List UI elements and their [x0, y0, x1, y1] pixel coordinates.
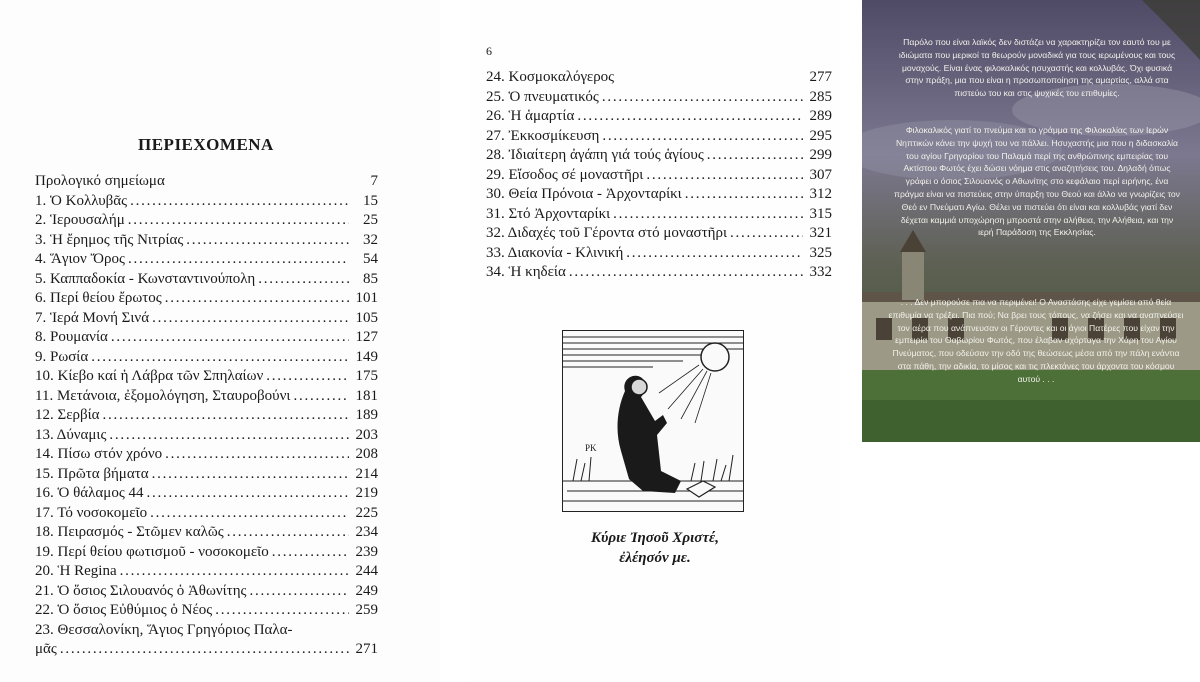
toc-entry: [486, 225, 832, 245]
toc-entry-title: 7. Ἱερά Μονή Σινά: [35, 309, 150, 326]
toc-entry-page: 225: [355, 504, 378, 521]
toc-leader-dots: [91, 349, 349, 366]
toc-entry-page: 321: [809, 225, 832, 241]
toc-entry-title: 5. Καππαδοκία - Κωνσταντινούπολη: [35, 270, 256, 287]
toc-entry-page: 332: [809, 264, 832, 280]
toc-entry: [486, 89, 832, 109]
toc-entry: [486, 186, 832, 206]
toc-entry-title: 17. Τό νοσοκομεῖο: [35, 504, 148, 521]
toc-entry-page: 101: [355, 290, 378, 306]
toc-entry-title: 15. Πρῶτα βήματα: [35, 465, 149, 482]
toc-leader-dots: [120, 563, 349, 580]
toc-entry-page: 259: [355, 602, 378, 618]
toc-entry: [35, 485, 378, 505]
toc-leader-dots: [103, 407, 349, 424]
toc-entry: [35, 290, 378, 310]
toc-entry-page: 25: [363, 212, 378, 228]
toc-entry-page: 299: [809, 147, 832, 163]
toc-entry: [35, 349, 378, 369]
cover-paragraph-1: Παρόλο που είναι λαϊκός δεν διστάζει να χαρακτηρίζει τον εαυτό του με ιδιώματα που μερικοί τα θεωρούν μοναδικά για τους ιερωμένους και τους μοναχούς. Είναι ένας φιλοκαλικός ησυχαστής και κολλυβάς. Όχι φυσικά στην πράξη, μια που είναι η προσωποποίηση της αμαρτίας, αλλά στα πιστεύω του και στις ψυχικές του επιθυμίες.: [898, 37, 1176, 99]
back-cover: [862, 0, 1200, 442]
toc-entry-page: 219: [355, 485, 378, 501]
toc-entry: [35, 407, 378, 427]
toc-entry: [486, 128, 832, 148]
toc-entry-page: 149: [355, 348, 378, 365]
toc-entry: [35, 232, 378, 252]
toc-entry-page: 277: [809, 69, 832, 85]
toc-leader-dots: [569, 264, 803, 281]
toc-entry-title: 19. Περί θείου φωτισμοῦ - νοσοκομεῖο: [35, 543, 269, 560]
toc-entry-title: 25. Ὁ πνευματικός: [486, 88, 599, 105]
toc-leader-dots: [626, 245, 803, 262]
toc-leader-dots: [186, 232, 349, 249]
caption-line-2: ἐλέησόν με.: [619, 550, 691, 566]
cover-paragraph-2: Φιλοκαλικός γιατί το πνεύμα και το γράμμα της Φιλοκαλίας των Ιερών Νηπτικών κάνει την ψυχή του να πάλλει. Ησυχαστής μια που η διδασκαλία του αγίου Γρηγορίου του Παλαμά περί της ανθρώπινης εμπειρίας του Ακτίστου Φωτός έχει δώσει νόημα στις αναζητήσεις του. Δηλαδή όπως γράφει ο όσιος Σιλουανός ο Αθωνίτης στο κεφάλαιο περί ειρήνης, ένα πράγμα είναι να πιστεύεις στην ύπαρξη του Θεού και άλλο να γνωρίζεις τον Θεό εν Πνεύματι Αγίω. Θέλει να πιστεύει ότι είναι και κολλυβάς γιατί δεν δέχεται καμμιά υποχώρηση μπροστά στην αλήθεια, την Αλήθεια, και την ιερή Παράδοση της Εκκλησίας.: [894, 125, 1180, 238]
toc-entry-title: 24. Κοσμοκαλόγερος: [486, 69, 615, 85]
toc-entry-title: 9. Ρωσία: [35, 348, 89, 365]
toc-left-list: [35, 173, 378, 661]
toc-entry-title: μᾶς: [35, 641, 57, 657]
toc-leader-dots: [707, 147, 803, 164]
toc-entry-page: 189: [355, 407, 378, 423]
toc-leader-dots: [215, 602, 349, 619]
toc-entry: [35, 368, 378, 388]
toc-entry-title: 13. Δύναμις: [35, 426, 107, 443]
toc-entry-page: 234: [355, 524, 378, 540]
toc-leader-dots: [130, 193, 349, 210]
toc-leader-dots: [109, 427, 349, 444]
left-page: [0, 0, 440, 682]
toc-leader-dots: [165, 446, 349, 463]
toc-entry: [35, 505, 378, 525]
toc-entry-page: 32: [363, 231, 378, 248]
toc-entry-title: 22. Ὁ ὅσιος Εὐθύμιος ὁ Νέος: [35, 602, 213, 618]
toc-entry: [35, 193, 378, 213]
middle-page: [470, 0, 840, 682]
toc-entry-page: 7: [370, 173, 378, 189]
toc-entry-title: 33. Διακονία - Κλινική: [486, 244, 624, 261]
toc-entry: [486, 245, 832, 265]
toc-entry-title: 3. Ἡ ἔρημος τῆς Νιτρίας: [35, 231, 184, 248]
toc-entry-page: 203: [355, 426, 378, 443]
toc-leader-dots: [111, 329, 349, 346]
toc-entry-page: 249: [355, 582, 378, 599]
toc-entry: [486, 206, 832, 226]
toc-entry-title: 11. Μετάνοια, ἐξομολόγηση, Σταυροβούνι: [35, 387, 291, 404]
toc-entry-title: 23. Θεσσαλονίκη, Ἅγιος Γρηγόριος Παλα-: [35, 621, 293, 638]
toc-leader-dots: [646, 167, 803, 184]
toc-leader-dots: [165, 290, 349, 307]
toc-leader-dots: [258, 271, 349, 288]
toc-entry: [35, 212, 378, 232]
toc-entry-title: 10. Κίεβο καί ἡ Λάβρα τῶν Σπηλαίων: [35, 368, 264, 384]
toc-entry-title: 4. Ἅγιον Ὄρος: [35, 251, 125, 267]
toc-entry: [35, 524, 378, 544]
cover-text: [862, 0, 1200, 442]
toc-entry: [35, 641, 378, 661]
toc-entry: [35, 173, 378, 193]
toc-leader-dots: [685, 186, 803, 203]
toc-entry-title: 18. Πειρασμός - Στῶμεν καλῶς: [35, 524, 224, 540]
toc-leader-dots: [266, 368, 349, 385]
toc-entry-page: 239: [355, 543, 378, 560]
praying-monk-woodcut: [562, 330, 744, 512]
toc-entry: [35, 251, 378, 271]
toc-leader-dots: [128, 251, 349, 268]
toc-entry: [35, 446, 378, 466]
toc-entry: [486, 108, 832, 128]
toc-entry: [486, 147, 832, 167]
toc-entry: [35, 622, 378, 642]
caption-line-1: Κύριε Ἰησοῦ Χριστέ,: [591, 530, 719, 546]
toc-entry: [486, 69, 832, 89]
toc-entry: [35, 271, 378, 291]
toc-leader-dots: [730, 225, 803, 242]
toc-entry-page: 312: [809, 186, 832, 202]
toc-entry-page: 307: [809, 166, 832, 183]
woodcut-image: [563, 331, 744, 512]
toc-leader-dots: [577, 108, 803, 125]
toc-entry-page: 15: [363, 192, 378, 209]
cover-paragraph-3: . . . Δεν μπορούσε πια να περιμένει! Ο Αναστάσης είχε γεμίσει από θεία επιθυμία να τρέξει. Πια πού; Να βρει τους τόπους, να ζήσει και να αναπνεύσει τον αέρα που ανάπνευσαν οι Γέροντες και οι άγιοι Πατέρες που είχαν την εμπειρία του Θαβωρίου Φωτός, που έλαβαν αχόρταγα την Χάρη του Αγίου Πνεύματος, που οδεύσαν την οδό της θεώσεως μέσα από την πάλη ενάντια στα πάθη, την αδικία, το μίσος και τις πλεκτάνες του άρχοντα του κόσμου αυτού . . .: [888, 297, 1184, 384]
toc-entry-title: 20. Ἡ Regina: [35, 563, 117, 579]
toc-entry-page: 127: [355, 329, 378, 345]
toc-leader-dots: [152, 466, 349, 483]
toc-entry: [486, 167, 832, 187]
toc-leader-dots: [128, 212, 349, 229]
woodcut-signature: PK: [585, 443, 597, 453]
toc-leader-dots: [602, 128, 803, 145]
toc-entry-page: 181: [355, 387, 378, 404]
toc-entry: [35, 583, 378, 603]
toc-entry-title: 16. Ὁ θάλαμος 44: [35, 485, 144, 501]
toc-leader-dots: [60, 641, 349, 658]
toc-entry: [35, 544, 378, 564]
toc-leader-dots: [150, 505, 349, 522]
toc-entry-title: 26. Ἡ ἁμαρτία: [486, 108, 575, 124]
toc-entry-page: 105: [355, 309, 378, 326]
toc-leader-dots: [272, 544, 349, 561]
toc-entry-title: 34. Ἡ κηδεία: [486, 264, 566, 280]
toc-leader-dots: [613, 206, 803, 223]
toc-entry-title: 21. Ὁ ὅσιος Σιλουανός ὁ Ἀθωνίτης: [35, 582, 247, 599]
toc-entry: [35, 388, 378, 408]
toc-leader-dots: [250, 583, 350, 600]
toc-entry-title: 31. Στό Ἀρχονταρίκι: [486, 205, 611, 222]
toc-entry: [35, 329, 378, 349]
toc-entry-title: 32. Διδαχές τοῦ Γέροντα στό μοναστῆρι: [486, 225, 728, 241]
toc-entry: [35, 563, 378, 583]
toc-entry-title: 30. Θεία Πρόνοια - Ἀρχονταρίκι: [486, 186, 682, 202]
toc-entry-title: 29. Εἴσοδος σέ μοναστῆρι: [486, 166, 644, 183]
toc-entry-page: 208: [355, 446, 378, 462]
toc-entry-page: 214: [355, 465, 378, 482]
toc-entry-page: 295: [809, 127, 832, 144]
toc-entry-page: 285: [809, 88, 832, 105]
toc-entry: [35, 427, 378, 447]
toc-leader-dots: [152, 310, 349, 327]
toc-entry-title: Προλογικό σημείωμα: [35, 173, 165, 189]
toc-entry: [486, 264, 832, 284]
toc-entry: [35, 466, 378, 486]
toc-entry-page: 244: [355, 563, 378, 579]
toc-right-list: [486, 69, 832, 284]
toc-entry-page: 54: [363, 251, 378, 267]
toc-entry-title: 6. Περί θείου ἔρωτος: [35, 290, 162, 306]
toc-entry-page: 325: [809, 244, 832, 261]
toc-leader-dots: [293, 388, 349, 405]
toc-entry-title: 14. Πίσω στόν χρόνο: [35, 446, 163, 462]
page-number: 6: [486, 44, 492, 58]
toc-entry-page: 271: [355, 641, 378, 657]
toc-leader-dots: [227, 524, 349, 541]
toc-entry: [35, 602, 378, 622]
toc-leader-dots: [147, 485, 349, 502]
toc-entry-title: 27. Ἐκκοσμίκευση: [486, 127, 600, 144]
toc-entry-title: 28. Ἰδιαίτερη ἀγάπη γιά τούς ἁγίους: [486, 147, 704, 163]
toc-entry-title: 8. Ρουμανία: [35, 329, 108, 345]
toc-entry-title: 12. Σερβία: [35, 407, 100, 423]
toc-entry-page: 289: [809, 108, 832, 124]
toc-entry: [35, 310, 378, 330]
toc-entry-title: 2. Ἱερουσαλήμ: [35, 212, 125, 228]
toc-leader-dots: [602, 89, 803, 106]
toc-entry-page: 85: [363, 270, 378, 287]
toc-entry-title: 1. Ὁ Κολλυβᾶς: [35, 192, 128, 209]
toc-title: ΠΕΡΙΕΧΟΜΕΝΑ: [138, 135, 274, 154]
toc-entry-page: 315: [809, 205, 832, 222]
caption: [550, 528, 760, 568]
toc-entry-page: 175: [355, 368, 378, 384]
